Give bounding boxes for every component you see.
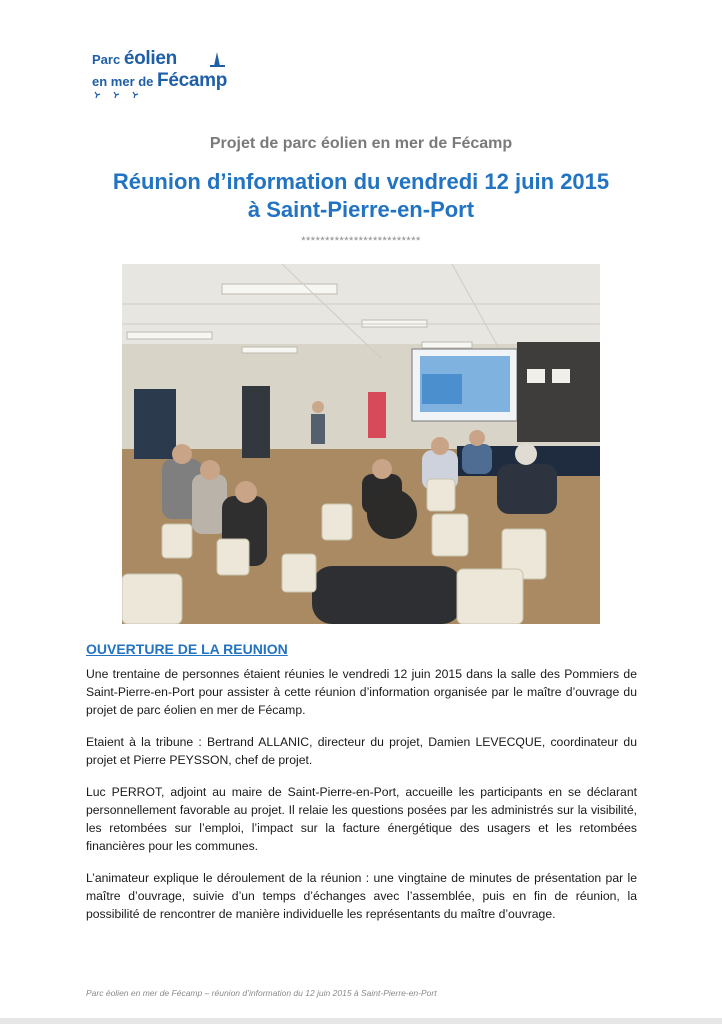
document-subtitle: Projet de parc éolien en mer de Fécamp <box>209 135 513 152</box>
title-line-1: Réunion d’information du vendredi 12 juin 2015 <box>112 169 610 194</box>
meeting-photo <box>122 264 600 624</box>
paragraph-welcome: Luc PERROT, adjoint au maire de Saint-Pierre-en-Port, accueille les participants en se déclarant personnellement favorable au projet. Il relaie les questions posées par les administrés sur la visibilité, les retombées sur l’emploi, l’impact sur la facture énergétique des usagers et les retombées financières pour les communes. <box>86 785 637 853</box>
logo-word-fecamp: Fécamp <box>157 70 228 91</box>
logo-word-eolien: éolien <box>123 48 177 69</box>
wind-turbines-icon <box>94 90 154 100</box>
logo-line2 <box>92 70 227 92</box>
paragraph-tribune: Etaient à la tribune : Bertrand ALLANIC, directeur du projet, Damien LEVECQUE, coordinateur du projet et Pierre PEYSSON, chef de projet. <box>86 735 637 767</box>
logo-word-parc: Parc <box>92 52 124 67</box>
title-line-2: à Saint-Pierre-en-Port <box>247 197 475 222</box>
page-bottom-edge <box>0 1018 722 1024</box>
project-logo <box>92 46 232 102</box>
lighthouse-icon <box>208 50 226 68</box>
logo-line1 <box>92 48 177 70</box>
paragraph-agenda: L’animateur explique le déroulement de la réunion : une vingtaine de minutes de présentation par le maître d’ouvrage, suivie d’un temps d’échanges avec l’assemblée, puis en fin de réunion, la possibilité de rencontrer de manière individuelle les représentants du maître d’ouvrage. <box>86 871 637 921</box>
meeting-photo-illustration <box>122 264 600 624</box>
separator: ************************* <box>301 235 421 247</box>
paragraph-intro: Une trentaine de personnes étaient réunies le vendredi 12 juin 2015 dans la salle des Pommiers de Saint-Pierre-en-Port pour assister à cette réunion d’information organisée par le maître d’ouvrage du projet de parc éolien en mer de Fécamp. <box>86 667 637 717</box>
page-footer: Parc éolien en mer de Fécamp – réunion d’information du 12 juin 2015 à Saint-Pierre-en-Port <box>86 988 437 998</box>
section-heading: OUVERTURE DE LA REUNION <box>86 641 288 657</box>
logo-word-en-mer: en mer de <box>92 74 158 89</box>
document-title <box>60 168 662 224</box>
